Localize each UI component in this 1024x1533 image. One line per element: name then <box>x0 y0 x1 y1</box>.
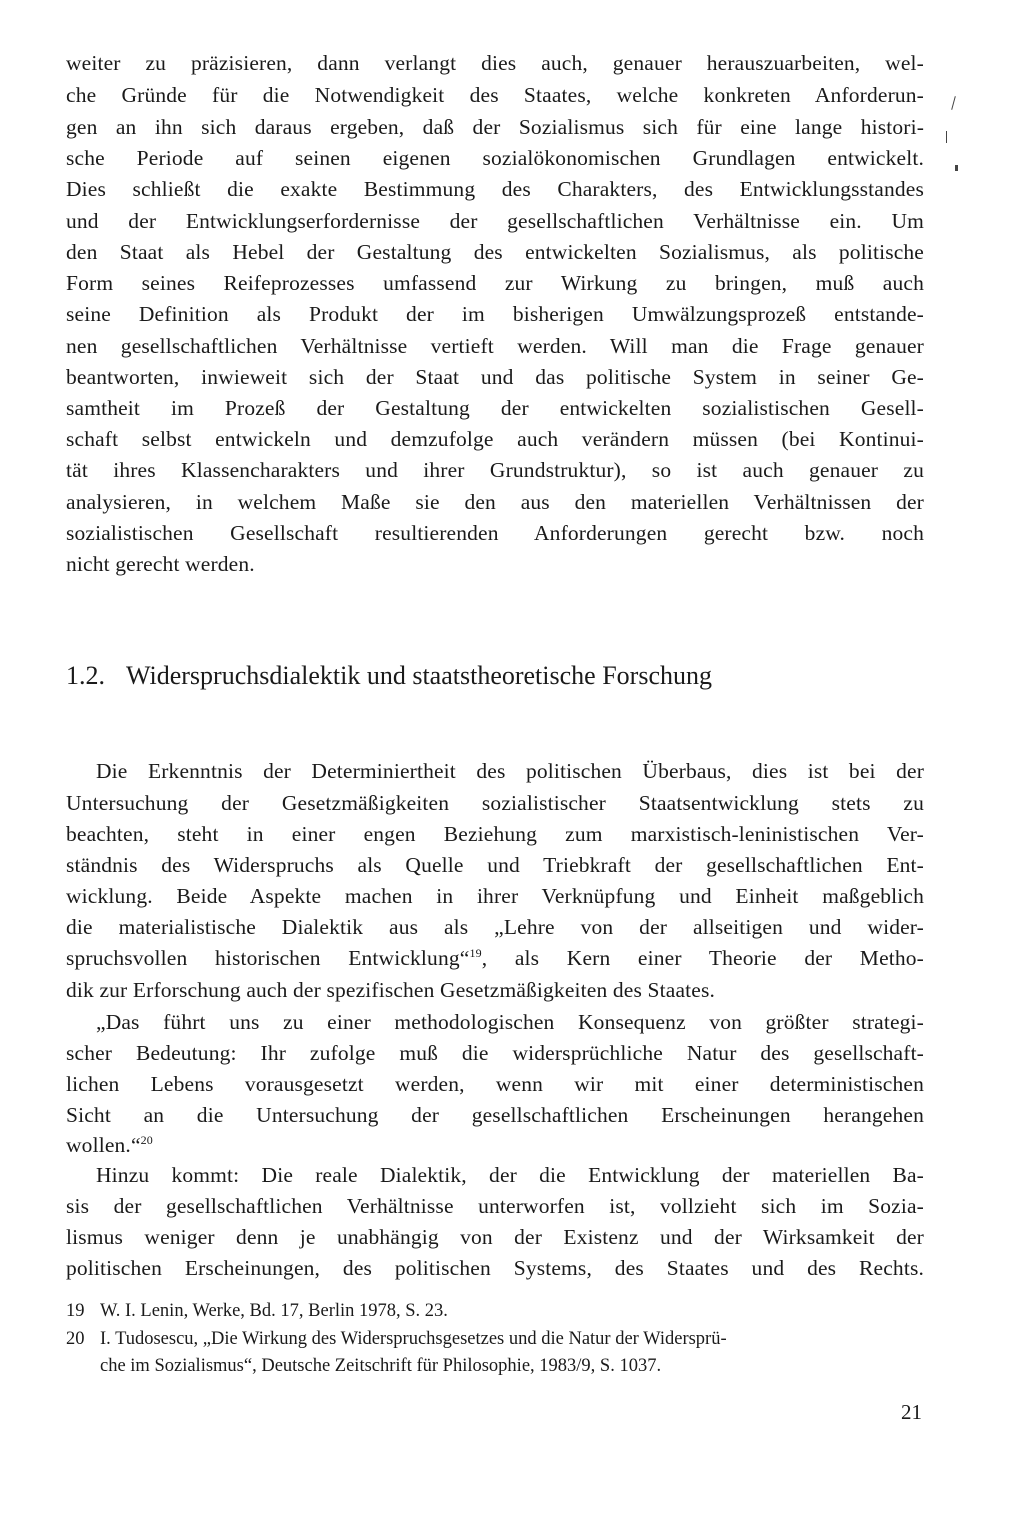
scan-mark <box>946 131 947 143</box>
text-line: „Das führt uns zu einer methodologischen Konsequenz von größter strategi- <box>96 1010 924 1034</box>
text-line: dik zur Erforschung auch der spezifischen Gesetzmäßigkeiten des Staates. <box>66 978 715 1002</box>
text-line: und der Entwicklungserfordernisse der gesellschaftlichen Verhältnisse ein. Um <box>66 209 924 233</box>
footnote-number: 19 <box>66 1301 85 1321</box>
text-line: gen an ihn sich daraus ergeben, daß der Sozialismus sich für eine lange histori- <box>66 115 924 139</box>
section-number: 1.2. <box>66 661 105 690</box>
text-line: schaft selbst entwickeln und demzufolge auch verändern müssen (bei Kontinui- <box>66 427 924 451</box>
text-line: sis der gesellschaftlichen Verhältnisse unterworfen ist, vollzieht sich im Sozia- <box>66 1194 924 1218</box>
text-line: Untersuchung der Gesetzmäßigkeiten sozialistischer Staatsentwicklung stets zu <box>66 791 924 815</box>
text-line: analysieren, in welchem Maße sie den aus den materiellen Verhältnissen der <box>66 490 924 514</box>
scan-mark <box>955 165 958 171</box>
text-line: beachten, steht in einer engen Beziehung zum marxistisch-leninistischen Ver- <box>66 822 924 846</box>
text-line: lismus weniger denn je unabhängig von der Existenz und der Wirksamkeit der <box>66 1225 924 1249</box>
section-title: Widerspruchsdialektik und staatstheoretische Forschung <box>126 661 712 690</box>
text-line: sozialistischen Gesellschaft resultierenden Anforderungen gerecht bzw. noch <box>66 521 924 545</box>
text-line: Dies schließt die exakte Bestimmung des Charakters, des Entwicklungsstandes <box>66 177 924 201</box>
scan-mark <box>951 96 956 110</box>
text-line: Hinzu kommt: Die reale Dialektik, der die Entwicklung der materiellen Ba- <box>96 1163 924 1187</box>
footnote-ref: 19 <box>469 946 482 960</box>
text-line: che Gründe für die Notwendigkeit des Staates, welche konkreten Anforderun- <box>66 83 924 107</box>
footnote-text: W. I. Lenin, Werke, Bd. 17, Berlin 1978, S. 23. <box>100 1301 448 1321</box>
text-line: sche Periode auf seinen eigenen sozialökonomischen Grundlagen entwickelt. <box>66 146 924 170</box>
text-line: weiter zu präzisieren, dann verlangt dies auch, genauer herauszuarbeiten, wel- <box>66 51 924 75</box>
text-fragment: , als Kern einer Theorie der Metho- <box>481 946 924 970</box>
footnote-ref: 20 <box>140 1133 153 1147</box>
text-line <box>66 1130 924 1160</box>
footnote-text: I. Tudosescu, „Die Wirkung des Widerspruchsgesetzes und die Natur der Widersprü- <box>100 1329 727 1349</box>
text-line: beantworten, inwieweit sich der Staat und das politische System in seiner Ge- <box>66 365 924 389</box>
text-line: samtheit im Prozeß der Gestaltung der entwickelten sozialistischen Gesell- <box>66 396 924 420</box>
text-fragment: spruchsvollen historischen Entwicklung“ <box>66 946 470 970</box>
text-line: Sicht an die Untersuchung der gesellschaftlichen Erscheinungen herangehen <box>66 1103 924 1127</box>
text-line: wicklung. Beide Aspekte machen in ihrer Verknüpfung und Einheit maßgeblich <box>66 884 924 908</box>
text-line: den Staat als Hebel der Gestaltung des entwickelten Sozialismus, als politische <box>66 240 924 264</box>
text-line: die materialistische Dialektik aus als „Lehre von der allseitigen und wider- <box>66 915 924 939</box>
page-number: 21 <box>901 1400 922 1424</box>
text-line: seine Definition als Produkt der im bisherigen Umwälzungsprozeß entstande- <box>66 302 924 326</box>
text-line: scher Bedeutung: Ihr zufolge muß die widersprüchliche Natur des gesellschaft- <box>66 1041 924 1065</box>
text-line: tät ihres Klassencharakters und ihrer Grundstruktur), so ist auch genauer zu <box>66 458 924 482</box>
text-fragment: wollen.“ <box>66 1133 141 1157</box>
text-line: nen gesellschaftlichen Verhältnisse vertieft werden. Will man die Frage genauer <box>66 334 924 358</box>
text-line <box>66 943 924 973</box>
footnote-number: 20 <box>66 1329 85 1349</box>
text-line: lichen Lebens vorausgesetzt werden, wenn wir mit einer deterministischen <box>66 1072 924 1096</box>
text-line: ständnis des Widerspruchs als Quelle und Triebkraft der gesellschaftlichen Ent- <box>66 853 924 877</box>
footnote-20 <box>66 1326 924 1352</box>
text-line: politischen Erscheinungen, des politischen Systems, des Staates und des Rechts. <box>66 1256 924 1280</box>
text-line: nicht gerecht werden. <box>66 552 255 576</box>
footnote-20-continued: che im Sozialismus“, Deutsche Zeitschrift für Philosophie, 1983/9, S. 1037. <box>100 1356 662 1376</box>
footnote-19 <box>66 1298 924 1324</box>
section-heading <box>66 660 712 692</box>
text-line: Die Erkenntnis der Determiniertheit des politischen Überbaus, dies ist bei der <box>96 759 924 783</box>
text-line: Form seines Reifeprozesses umfassend zur Wirkung zu bringen, muß auch <box>66 271 924 295</box>
